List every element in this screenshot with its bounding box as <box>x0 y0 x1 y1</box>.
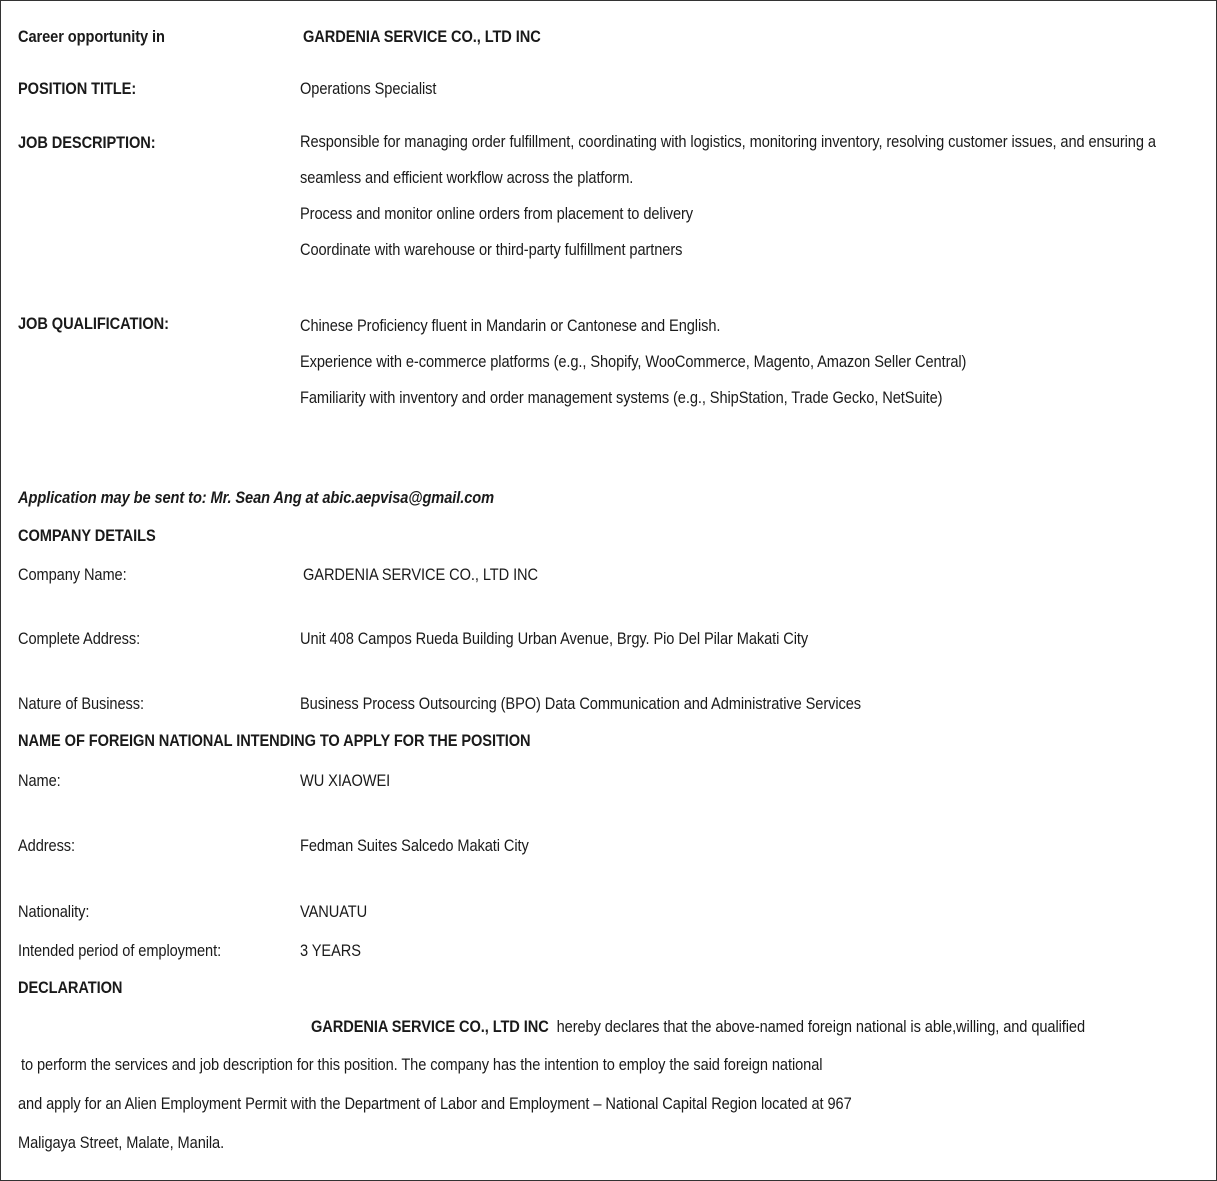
job-description-line: Coordinate with warehouse or third-party fulfillment partners <box>300 240 683 259</box>
applicant-name-label: Name: <box>18 771 61 790</box>
position-title-value: Operations Specialist <box>300 79 437 98</box>
position-title-label: POSITION TITLE: <box>18 79 137 98</box>
job-description-line: Process and monitor online orders from placement to delivery <box>300 204 694 223</box>
career-label: Career opportunity in <box>18 27 165 46</box>
nature-of-business-value: Business Process Outsourcing (BPO) Data Communication and Administrative Services <box>300 694 862 713</box>
declaration-heading: DECLARATION <box>18 978 123 997</box>
job-description-label: JOB DESCRIPTION: <box>18 133 156 152</box>
declaration-line-2: to perform the services and job description for this position. The company has the intention to employ the said foreign national <box>21 1055 823 1074</box>
declaration-line-3: and apply for an Alien Employment Permit with the Department of Labor and Employment – National Capital Region located at 967 <box>18 1094 852 1113</box>
nationality-value: VANUATU <box>300 902 368 921</box>
nature-of-business-label: Nature of Business: <box>18 694 144 713</box>
company-address-value: Unit 408 Campos Rueda Building Urban Avenue, Brgy. Pio Del Pilar Makati City <box>300 629 809 648</box>
nationality-label: Nationality: <box>18 902 90 921</box>
company-address-label: Complete Address: <box>18 629 141 648</box>
applicant-name-value: WU XIAOWEI <box>300 771 391 790</box>
declaration-line-1-text: hereby declares that the above-named foreign national is able,willing, and qualified <box>556 1017 1086 1036</box>
header-company-name: GARDENIA SERVICE CO., LTD INC <box>303 27 541 46</box>
job-qualification-line: Chinese Proficiency fluent in Mandarin or Cantonese and English. <box>300 316 721 335</box>
declaration-company-name: GARDENIA SERVICE CO., LTD INC <box>311 1017 549 1036</box>
declaration-line-4: Maligaya Street, Malate, Manila. <box>18 1133 225 1152</box>
company-name-value: GARDENIA SERVICE CO., LTD INC <box>303 565 539 584</box>
job-qualification-line: Familiarity with inventory and order management systems (e.g., ShipStation, Trade Gecko, NetSuite) <box>300 388 943 407</box>
company-details-heading: COMPANY DETAILS <box>18 526 156 545</box>
job-description-line: seamless and efficient workflow across the platform. <box>300 168 634 187</box>
employment-period-value: 3 YEARS <box>300 941 361 960</box>
job-qualification-line: Experience with e-commerce platforms (e.g., Shopify, WooCommerce, Magento, Amazon Seller Central) <box>300 352 967 371</box>
job-description-line: Responsible for managing order fulfillment, coordinating with logistics, monitoring inventory, resolving customer issues, and ensuring a <box>300 132 1156 151</box>
applicant-address-value: Fedman Suites Salcedo Makati City <box>300 836 529 855</box>
application-note: Application may be sent to: Mr. Sean Ang at abic.aepvisa@gmail.com <box>18 488 495 507</box>
declaration-line-1 <box>311 1017 1085 1037</box>
foreign-national-heading: NAME OF FOREIGN NATIONAL INTENDING TO APPLY FOR THE POSITION <box>18 731 531 750</box>
company-name-label: Company Name: <box>18 565 127 584</box>
employment-period-label: Intended period of employment: <box>18 941 222 960</box>
job-qualification-label: JOB QUALIFICATION: <box>18 314 169 333</box>
applicant-address-label: Address: <box>18 836 76 855</box>
